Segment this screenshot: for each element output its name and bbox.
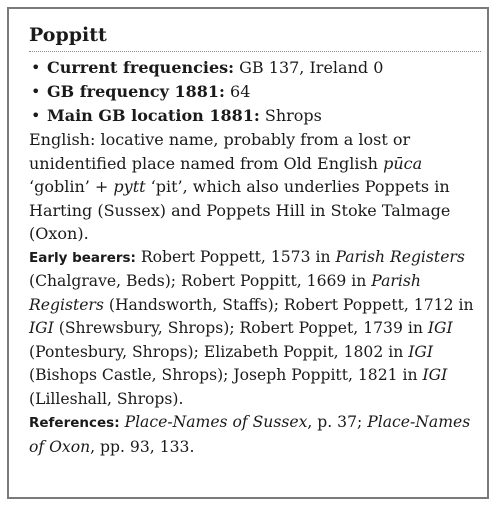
text-run: (Handsworth, Staffs); Robert Poppett, 1712 in: [103, 295, 474, 314]
italic-text-run: Parish Registers: [29, 272, 421, 314]
fact-gb-frequency-1881: [29, 80, 481, 104]
entry-content: [29, 23, 481, 459]
fact-label: Current frequencies:: [47, 58, 235, 77]
early-bearers-section: [29, 246, 481, 412]
text-run: (Shrewsbury, Shrops); Robert Poppet, 1739 in: [53, 319, 428, 337]
surname-entry-card: [7, 7, 489, 499]
italic-text-run: IGI: [29, 319, 54, 337]
fact-value: 64: [224, 82, 251, 101]
italic-text-run: Place-Names of Sussex: [124, 413, 308, 431]
italic-text-run: Place-Names of Oxon: [29, 413, 471, 456]
frequency-facts-list: [29, 56, 481, 128]
fact-current-frequencies: [29, 56, 481, 80]
italic-text-run: pytt: [113, 177, 146, 196]
text-run: ‘goblin’ +: [29, 177, 114, 196]
italic-text-run: Parish Registers: [335, 247, 465, 266]
fact-label: Main GB location 1881:: [47, 106, 260, 125]
origin-explanation: [29, 128, 481, 246]
fact-main-gb-location-1881: [29, 104, 481, 128]
text-run: Robert Poppett, 1573 in: [135, 247, 336, 266]
entry-title: Poppitt: [29, 24, 107, 46]
early-bearers-label: Early bearers:: [29, 249, 136, 266]
text-run: English: locative name, probably from a lost or unidentified place named from Old English: [29, 130, 411, 173]
text-run: , pp. 93, 133.: [90, 437, 195, 456]
text-run: , p. 37;: [307, 413, 368, 431]
fact-value: Shrops: [259, 106, 322, 125]
text-run: (Bishops Castle, Shrops); Joseph Poppitt, 1821 in: [29, 366, 423, 384]
text-run: ‘pit’, which also underlies Poppets in Harting (Sussex) and Poppets Hill in Stoke Talmage (Oxon).: [29, 177, 451, 243]
fact-label: GB frequency 1881:: [47, 82, 225, 101]
text-run: (Pontesbury, Shrops); Elizabeth Poppit, 1802 in: [29, 342, 409, 361]
text-run: (Lilleshall, Shrops).: [29, 389, 184, 408]
italic-text-run: IGI: [427, 319, 453, 337]
early-bearers-text: [29, 248, 473, 408]
text-run: (Chalgrave, Beds); Robert Poppitt, 1669 in: [29, 272, 372, 290]
italic-text-run: IGI: [422, 366, 448, 384]
references-label: References:: [29, 415, 120, 431]
italic-text-run: IGI: [408, 342, 433, 361]
references-section: [29, 411, 481, 459]
title-divider: [29, 51, 481, 52]
fact-value: GB 137, Ireland 0: [234, 58, 384, 77]
italic-text-run: pūca: [383, 153, 423, 173]
